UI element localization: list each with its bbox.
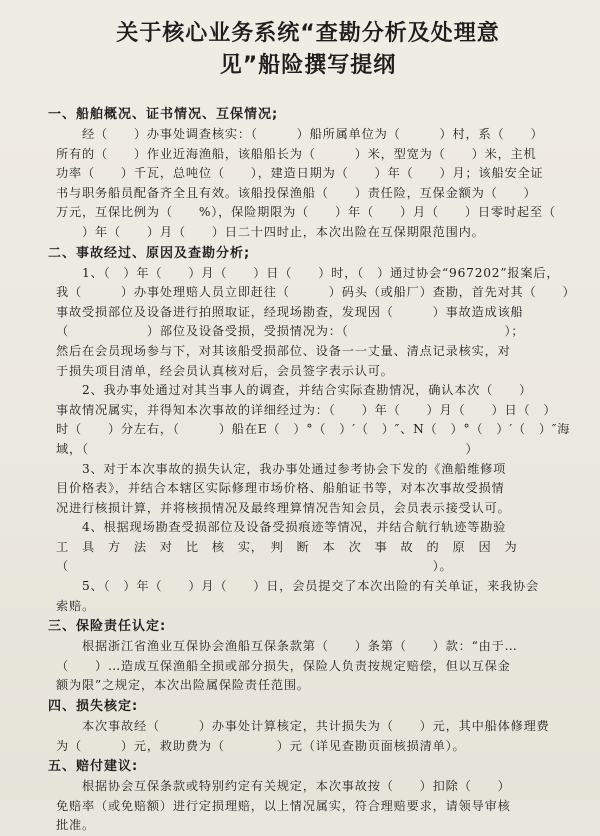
paragraph-line: 事故受损部位及设备进行拍照取证，经现场勘查，发现因（ ）事故造成该船 bbox=[56, 304, 524, 319]
paragraph-line: 5、（ ）年（ ）月（ ）日，会员提交了本次出险的有关单证，来我协会 bbox=[82, 579, 540, 594]
paragraph-line: （ ）部位及设备受损，受损情况为：（ ）； bbox=[56, 324, 525, 339]
paragraph-line: 本次事故经（ ）办事处计算核定，共计损失为（ ）元，其中船体修理费 bbox=[82, 719, 550, 734]
paragraph-line: 2、我办事处通过对其当事人的调查，并结合实际查勘情况，确认本次（ ） bbox=[82, 383, 533, 398]
paragraph-line: 域，（ ） bbox=[56, 441, 479, 456]
paragraph-line: 万元，互保比例为（ %），保险期限为（ ）年（ ）月（ ）日零时起至（ bbox=[56, 205, 556, 220]
paragraph-line: 为（ ）元，救助费为（ ）元（详见查勘页面核损清单）。 bbox=[56, 738, 466, 753]
paragraph-line: ）年（ ）月（ ）日二十四时止，本次出险在互保期限范围内。 bbox=[56, 224, 485, 239]
document-body bbox=[48, 104, 576, 836]
paragraph-line: 额为限”之规定，本次出险属保险责任范围。 bbox=[56, 678, 310, 693]
paragraph-line: 工 具 方 法 对 比 核 实， 判 断 本 次 事 故 的 原 因 为 bbox=[56, 539, 518, 554]
section-heading: 三、保险责任认定: bbox=[48, 619, 167, 635]
paragraph-line: 3、对于本次事故的损失认定，我办事处通过参考协会下发的《渔船维修项 bbox=[82, 461, 507, 476]
paragraph-line: 免赔率（或免赔额）进行定损理赔，以上情况属实，符合理赔要求，请领导审核 bbox=[56, 798, 511, 813]
paragraph-line: 1、（ ）年（ ）月（ ）日（ ）时，（ ）通过协会“967202”报案后， bbox=[82, 265, 560, 280]
document-title bbox=[56, 18, 560, 82]
section-paragraph bbox=[56, 637, 560, 696]
section-paragraph bbox=[56, 264, 576, 382]
paragraph-line: 目价格表》，并结合本辖区实际修理市场价格、船舶证书等，对本次事故受损情 bbox=[56, 481, 505, 496]
title-line: 见”船险撰写提纲 bbox=[219, 53, 397, 78]
section-heading: 四、损失核定: bbox=[48, 699, 139, 715]
paragraph-line: 根据协会互保条款或特别约定有关规定，本次事故按（ ）扣除（ ） bbox=[82, 779, 511, 794]
paragraph-line: 根据浙江省渔业互保协会渔船互保条款第（ ）条第（ ）款：“由于… bbox=[82, 639, 518, 654]
section-paragraph bbox=[56, 577, 560, 616]
paragraph-line: 时（ ）分左右，（ ）船在E（ ）°（ ）′（ ）″、N（ ）°（ ）′（ ）″海 bbox=[56, 422, 571, 437]
paragraph-line: 然后在会员现场参与下，对其该船受损部位、设备一一丈量、清点记录核实，对 bbox=[56, 343, 511, 358]
section-heading: 二、事故经过、原因及查勘分析; bbox=[48, 245, 251, 261]
section-paragraph bbox=[56, 717, 560, 756]
section-paragraph bbox=[56, 381, 571, 459]
section-paragraph bbox=[56, 777, 560, 836]
paragraph-line: 索赔。 bbox=[56, 598, 95, 613]
paragraph-line: 我（ ）办事处理赔人员立即赶往（ ）码头（或船厂）查勘，首先对其（ ） bbox=[56, 285, 576, 300]
paragraph-line: 事故情况属实，并得知本次事故的详细经过为：（ ）年（ ）月（ ）日（ ） bbox=[56, 402, 557, 417]
paragraph-line: 况进行核损计算，并将核损情况及最终理算情况告知会员，会员表示接受认可。 bbox=[56, 500, 511, 515]
section-paragraph bbox=[56, 125, 560, 243]
paragraph-line: 于损失项目清单，经会员认真核对后，会员签字表示认可。 bbox=[56, 363, 394, 378]
paragraph-line: 4、根据现场勘查受损部位及设备受损痕迹等情况，并结合航行轨迹等勘验 bbox=[82, 520, 507, 535]
section-paragraph bbox=[56, 518, 560, 577]
paragraph-line: 所有的（ ）作业近海渔船，该船船长为（ ）米，型宽为（ ）米，主机 bbox=[56, 146, 537, 161]
paragraph-line: （ ）…造成互保渔船全损或部分损失，保险人负责按规定赔偿，但以互保金 bbox=[56, 658, 511, 673]
section-paragraph bbox=[56, 460, 560, 519]
section-heading: 一、船舶概况、证书情况、互保情况; bbox=[48, 107, 279, 122]
paragraph-line: 经（ ）办事处调查核实：（ ）船所属单位为（ ）村，系（ ） bbox=[82, 127, 544, 141]
paragraph-line: 批准。 bbox=[56, 818, 95, 833]
paragraph-line: 书与职务船员配备齐全且有效。该船投保渔船（ ）责任险，互保金额为（ ） bbox=[56, 185, 537, 200]
section-heading: 五、赔付建议: bbox=[48, 759, 139, 775]
paragraph-line: 功率（ ）千瓦，总吨位（ ），建造日期为（ ）年（ ）月；该船安全证 bbox=[56, 166, 544, 181]
title-line: 关于核心业务系统“查勘分析及处理意 bbox=[116, 21, 500, 46]
paragraph-line: （ ）。 bbox=[56, 559, 453, 574]
